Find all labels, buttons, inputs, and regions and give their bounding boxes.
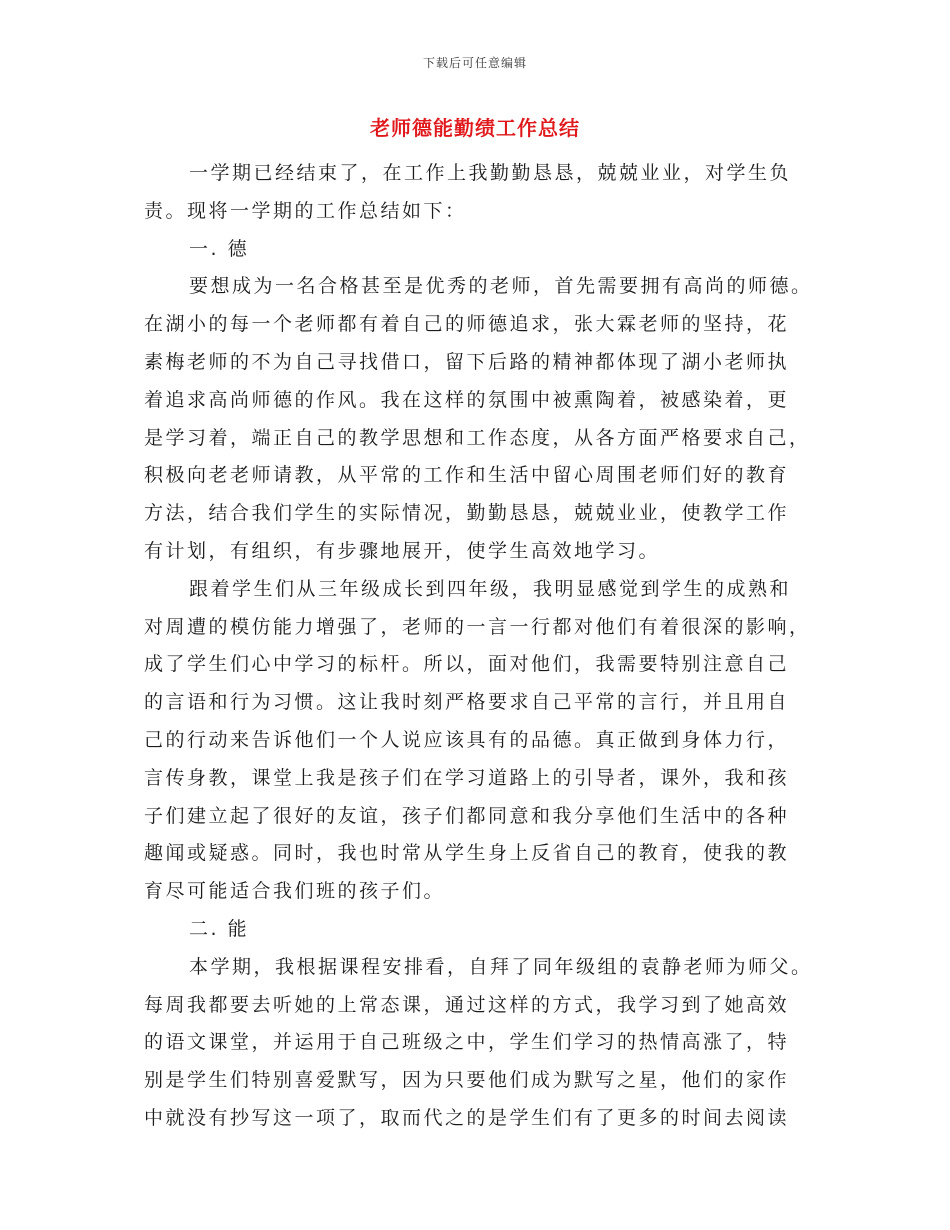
- text-line: 有计划，有组织，有步骤地展开，使学生高效地学习。: [144, 539, 661, 562]
- text-line: 一. 德: [189, 237, 250, 260]
- text-line: 趣闻或疑惑。同时，我也时常从学生身上反省自己的教育，使我的教: [144, 842, 790, 865]
- text-line: 本学期，我根据课程安排看，自拜了同年级组的袁静老师为师父。: [189, 955, 813, 978]
- text-line: 跟着学生们从三年级成长到四年级，我明显感觉到学生的成熟和: [189, 577, 792, 600]
- text-line: 素梅老师的不为自己寻找借口，留下后路的精神都体现了湖小老师执: [144, 350, 790, 373]
- text-line: 子们建立起了很好的友谊，孩子们都同意和我分享他们生活中的各种: [144, 804, 790, 827]
- text-line: 中就没有抄写这一项了，取而代之的是学生们有了更多的时间去阅读: [144, 1106, 790, 1129]
- text-line: 对周遭的模仿能力增强了，老师的一言一行都对他们有着很深的影响，: [144, 615, 811, 638]
- text-line: 在湖小的每一个老师都有着自己的师德追求，张大霖老师的坚持，花: [144, 313, 790, 336]
- text-line: 是学习着，端正自己的教学思想和工作态度，从各方面严格要求自己，: [144, 426, 811, 449]
- text-line: 一学期已经结束了，在工作上我勤勤恳恳，兢兢业业，对学生负: [189, 162, 792, 184]
- text-line: 责。现将一学期的工作总结如下：: [144, 199, 467, 222]
- text-line: 成了学生们心中学习的标杆。所以，面对他们，我需要特别注意自己: [144, 653, 790, 676]
- text-line: 二. 能: [189, 917, 250, 940]
- text-line: 己的行动来告诉他们一个人说应该具有的品德。真正做到身体力行，: [144, 728, 790, 751]
- document-title: 老师德能勤绩工作总结: [370, 116, 580, 140]
- text-line: 言传身教，课堂上我是孩子们在学习道路上的引导者，课外，我和孩: [144, 766, 790, 789]
- text-line: 育尽可能适合我们班的孩子们。: [144, 880, 446, 903]
- text-line: 别是学生们特别喜爱默写，因为只要他们成为默写之星，他们的家作: [144, 1069, 790, 1092]
- header-note: 下载后可任意编辑: [422, 56, 527, 70]
- text-line: 方法，结合我们学生的实际情况，勤勤恳恳，兢兢业业，使教学工作: [144, 502, 790, 525]
- text-line: 的语文课堂，并运用于自己班级之中，学生们学习的热情高涨了，特: [144, 1031, 790, 1054]
- text-line: 要想成为一名合格甚至是优秀的老师，首先需要拥有高尚的师德。: [189, 275, 813, 298]
- text-line: 着追求高尚师德的作风。我在这样的氛围中被熏陶着，被感染着，更: [144, 388, 790, 411]
- document-body: [144, 155, 813, 1138]
- text-line: 的言语和行为习惯。这让我时刻严格要求自己平常的言行，并且用自: [144, 691, 790, 714]
- text-line: 每周我都要去听她的上常态课，通过这样的方式，我学习到了她高效: [144, 993, 790, 1016]
- text-line: 积极向老老师请教，从平常的工作和生活中留心周围老师们好的教育: [144, 464, 790, 487]
